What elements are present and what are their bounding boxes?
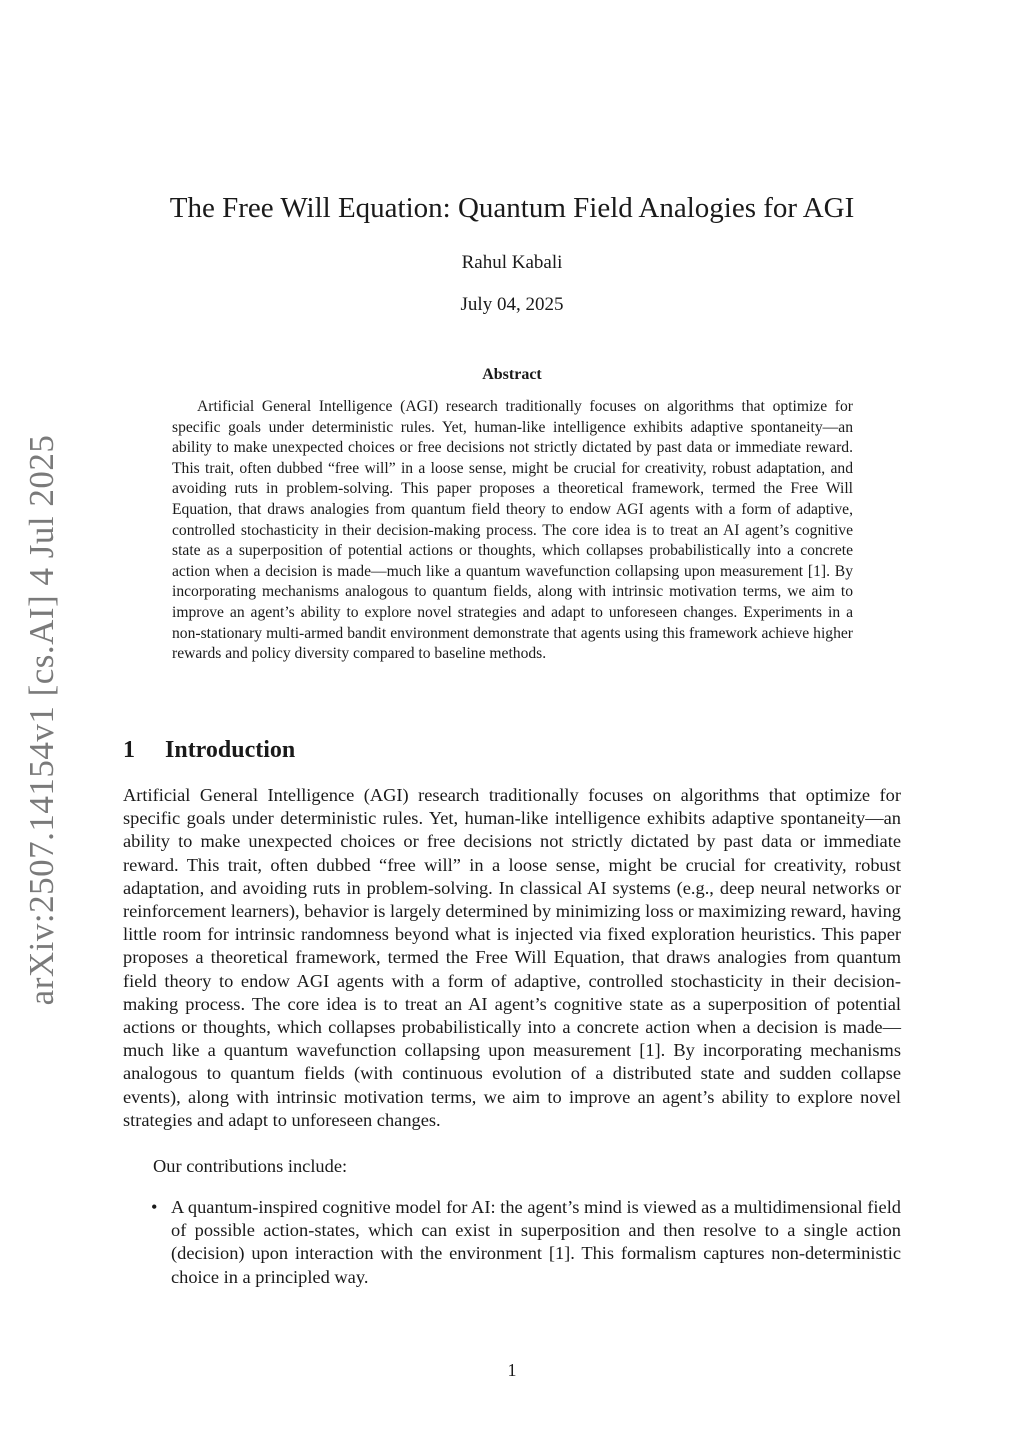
- arxiv-identifier: arXiv:2507.14154v1 [cs.AI] 4 Jul 2025: [22, 434, 61, 1006]
- contributions-intro: Our contributions include:: [153, 1156, 348, 1176]
- section-title: Introduction: [165, 737, 296, 763]
- author-name: Rahul Kabali: [461, 252, 563, 273]
- publication-date: July 04, 2025: [460, 294, 564, 315]
- list-item-text: A quantum-inspired cognitive model for AI: the agent’s mind is viewed as a multidimensional field of possible action-states, which can exist in superposition and then resolve to a single action (decision) upon interaction with the environment [1]. This formalism captures non-deterministic choice in a principled way.: [171, 1197, 901, 1287]
- section-heading-introduction: [123, 737, 295, 764]
- page-number: 1: [507, 1360, 517, 1380]
- abstract-heading: Abstract: [482, 366, 542, 383]
- list-item: [123, 1196, 901, 1289]
- bullet-icon: •: [151, 1197, 158, 1217]
- contributions-list: [123, 1196, 901, 1289]
- section-number: 1: [123, 737, 135, 763]
- abstract-text: Artificial General Intelligence (AGI) research traditionally focuses on algorithms that optimize for specific goals under deterministic rules. Yet, human-like intelligence exhibits adaptive spontaneity—an ability to make unexpected choices or free decisions not strictly dictated by past data or immediate reward. This trait, often dubbed “free will” in a loose sense, might be crucial for creativity, robust adaptation, and avoiding ruts in problem-solving. This paper proposes a theoretical framework, termed the Free Will Equation, that draws analogies from quantum field theory to endow AGI agents with a form of adaptive, controlled stochasticity in their decision-making process. The core idea is to treat an AI agent’s cognitive state as a superposition of potential actions or thoughts, which collapses probabilistically into a concrete action when a decision is made—much like a quantum wavefunction collapsing upon measurement [1]. By incorporating mechanisms analogous to quantum fields, along with intrinsic motivation terms, we aim to improve an agent’s ability to explore novel strategies and adapt to unforeseen changes. Experiments in a non-stationary multi-armed bandit environment demonstrate that agents using this framework achieve higher rewards and policy diversity compared to baseline methods.: [172, 398, 853, 663]
- paper-title: The Free Will Equation: Quantum Field Analogies for AGI: [169, 192, 855, 224]
- introduction-paragraph: Artificial General Intelligence (AGI) research traditionally focuses on algorithms that optimize for specific goals under deterministic rules. Yet, human-like intelligence exhibits adaptive spontaneity—an ability to make unexpected choices or free decisions not strictly dictated by past data or immediate reward. This trait, often dubbed “free will” in a loose sense, might be crucial for creativity, robust adaptation, and avoiding ruts in problem-solving. In classical AI systems (e.g., deep neural networks or reinforcement learners), behavior is largely determined by minimizing loss or maximizing reward, having little room for intrinsic randomness beyond what is injected via fixed exploration heuristics. This paper proposes a theoretical framework, termed the Free Will Equation, that draws analogies from quantum field theory to endow AGI agents with a form of adaptive, controlled stochasticity in their decision-making process. The core idea is to treat an AI agent’s cognitive state as a superposition of potential actions or thoughts, which collapses probabilistically into a concrete action when a decision is made—much like a quantum wavefunction collapsing upon measurement [1]. By incorporating mechanisms analogous to quantum fields (with continuous evolution of a distributed state and sudden collapse events), along with intrinsic motivation terms, we aim to improve an agent’s ability to explore novel strategies and adapt to unforeseen changes.: [123, 785, 901, 1130]
